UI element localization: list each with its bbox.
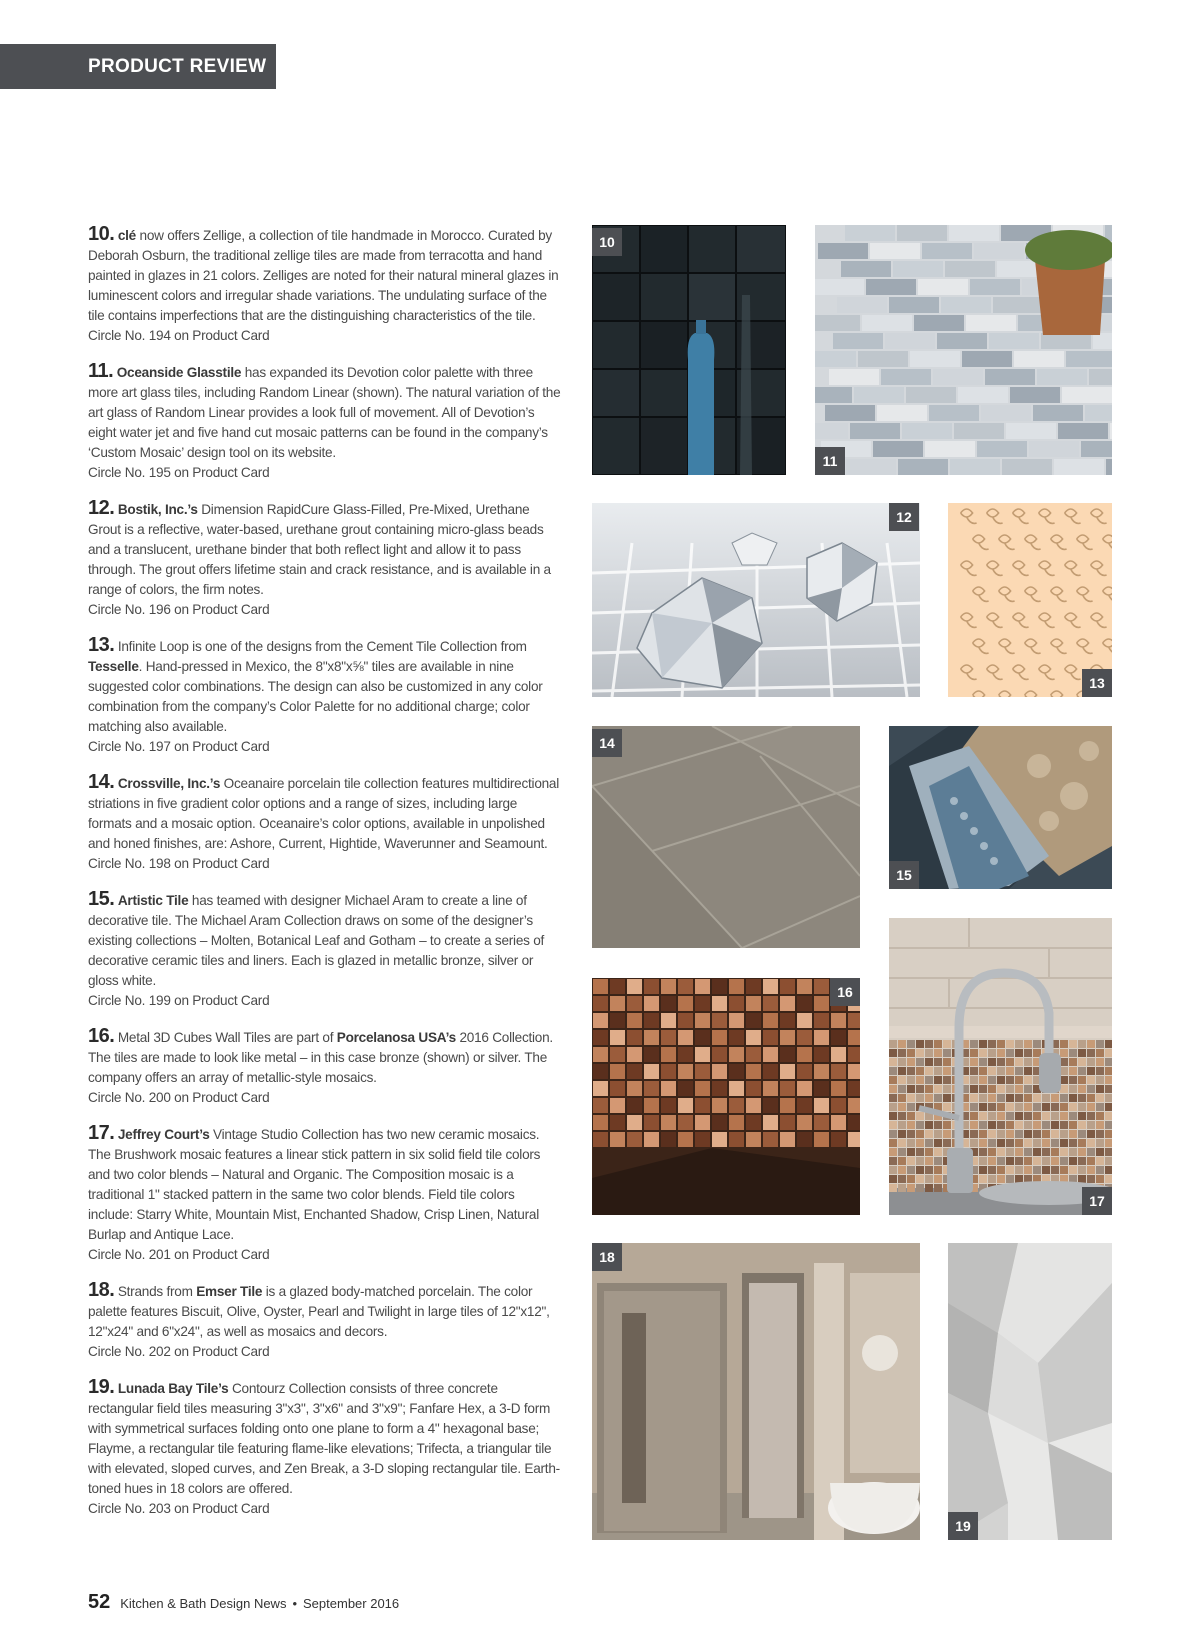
- photo-number-18: 18: [592, 1243, 622, 1271]
- item-number: 15.: [88, 888, 115, 910]
- brand-name: Porcelanosa USA’s: [336, 1030, 456, 1045]
- photo-number-19: 19: [948, 1512, 978, 1540]
- product-item: [88, 1377, 562, 1519]
- item-number: 14.: [88, 771, 115, 793]
- photo-number-12: 12: [889, 503, 919, 531]
- photo-glass-tile: [815, 225, 1112, 475]
- item-description: Metal 3D Cubes Wall Tiles are part of: [114, 1030, 337, 1045]
- publication-name: Kitchen & Bath Design News: [120, 1596, 287, 1611]
- photo-porcelain-tile: [592, 726, 860, 948]
- section-banner: [0, 44, 276, 89]
- photo-glass-grout: [592, 503, 920, 697]
- brand-name: Tesselle: [88, 659, 139, 674]
- item-description: is a glazed body-matched porcelain. The color palette features Biscuit, Olive, Oyster, Pearl and Twilight in large tiles of 12"x12", 12"x24" and 6"x24", as well as mosaics and decors.: [88, 1284, 550, 1339]
- brand-name: Oceanside Glasstile: [116, 365, 242, 380]
- brand-name: Bostik, Inc.’s: [117, 502, 198, 517]
- photo-number-13: 13: [1082, 669, 1112, 697]
- item-number: 11.: [88, 360, 114, 382]
- product-item: [88, 635, 562, 757]
- product-item: [88, 1026, 562, 1108]
- product-item: [88, 1280, 562, 1362]
- photo-number-14: 14: [592, 729, 622, 757]
- photo-number-16: 16: [830, 978, 860, 1006]
- section-label: PRODUCT REVIEW: [88, 56, 267, 77]
- photo-cement-tile: [948, 503, 1112, 697]
- item-number: 10.: [88, 223, 115, 245]
- photo-number-17: 17: [1082, 1187, 1112, 1215]
- item-description: Oceanaire porcelain tile collection features multidirectional striations in five gradient color options and a range of sizes, including large formats and a mosaic option. Oceanaire’s color options, available in unpolished and honed finishes, are: Ashore, Current, Hightide, Waverunner and Seamount.: [88, 776, 560, 851]
- item-description: now offers Zellige, a collection of tile handmade in Morocco. Curated by Deborah Osburn, the traditional zellige tiles are made from terracotta and hand painted in glazes in 21 colors. Zelliges are noted for their natural mineral glazes in luminescent colors and irregular shade variations. The undulating surface of the tile contains imperfections that are the distinguishing characteristics of the tile.: [88, 228, 559, 323]
- photo-zellige-tile: [592, 225, 786, 475]
- item-number: 18.: [88, 1279, 115, 1301]
- brand-name: Jeffrey Court’s: [117, 1127, 210, 1142]
- photo-metal-cubes: [592, 978, 860, 1215]
- reader-service-number: Circle No. 196 on Product Card: [88, 602, 270, 617]
- reader-service-number: Circle No. 197 on Product Card: [88, 739, 270, 754]
- brand-name: Crossville, Inc.’s: [117, 776, 221, 791]
- item-number: 17.: [88, 1122, 115, 1144]
- reader-service-number: Circle No. 199 on Product Card: [88, 993, 270, 1008]
- item-description: 2016 Collection. The tiles are made to look like metal – in this case bronze (shown) or silver. The company offers an array of metallic-style mosaics.: [88, 1030, 553, 1085]
- item-description: . Hand-pressed in Mexico, the 8"x8"x⅝" tiles are available in nine suggested color combinations. The design can also be customized in any color combination from the company’s Color Palette for no additional charge; color matching also available.: [88, 659, 543, 734]
- item-number: 19.: [88, 1376, 115, 1398]
- reader-service-number: Circle No. 200 on Product Card: [88, 1090, 270, 1105]
- brand-name: Lunada Bay Tile’s: [117, 1381, 229, 1396]
- issue-date: September 2016: [303, 1596, 400, 1611]
- reader-service-number: Circle No. 201 on Product Card: [88, 1247, 270, 1262]
- item-description: Contourz Collection consists of three concrete rectangular field tiles measuring 3"x3", 3"x6" and 3"x9"; Fanfare Hex, a 3-D form with symmetrical surfaces folding onto one plane to form a 4" hexagonal base; Flayme, a rectangular tile featuring flame-like elevations; Trifecta, a triangular tile with elevated, sloped curves, and Zen Break, a 3-D sloping rectangular tile. Earth-toned hues in 18 colors are offered.: [88, 1381, 560, 1496]
- page-number: 52: [88, 1591, 111, 1613]
- product-item: [88, 498, 562, 620]
- product-list: [88, 224, 562, 1534]
- photo-number-11: 11: [815, 447, 845, 475]
- photo-porcelain-bathroom: [592, 1243, 920, 1540]
- item-description: Vintage Studio Collection has two new ceramic mosaics. The Brushwork mosaic features a linear stick pattern in six solid field tile colors and two color blends – Natural and Organic. The Composition mosaic is a traditional 1" stacked pattern in the same two color blends. Field tile colors include: Starry White, Mountain Mist, Enchanted Shadow, Crisp Linen, Natural Burlap and Antique Lace.: [88, 1127, 541, 1242]
- product-item: [88, 224, 562, 346]
- photo-ceramic-mosaic: [889, 918, 1112, 1215]
- item-number: 13.: [88, 634, 115, 656]
- product-item: [88, 361, 562, 483]
- photo-number-15: 15: [889, 861, 919, 889]
- photo-number-10: 10: [592, 228, 622, 256]
- reader-service-number: Circle No. 202 on Product Card: [88, 1344, 270, 1359]
- item-number: 16.: [88, 1025, 115, 1047]
- photo-concrete-tile: [948, 1243, 1112, 1540]
- item-description: has expanded its Devotion color palette with three more art glass tiles, including Random Linear (shown). The natural variation of the art glass of Random Linear provides a look full of movement. All of Devotion’s eight water jet and five hand cut mosaic patterns can be found in the company’s ‘Custom Mosaic’ design tool on its website.: [88, 365, 561, 460]
- product-item: [88, 772, 562, 874]
- item-description: Dimension RapidCure Glass-Filled, Pre-Mixed, Urethane Grout is a reflective, water-based, urethane grout containing micro-glass beads and a translucent, urethane binder that both reflect light and allow it to pass through. The grout offers lifetime stain and crack resistance, and is available in a range of colors, the firm notes.: [88, 502, 551, 597]
- photo-decorative-tile: [889, 726, 1112, 889]
- footer-separator: •: [292, 1596, 298, 1611]
- brand-name: Artistic Tile: [117, 893, 189, 908]
- reader-service-number: Circle No. 198 on Product Card: [88, 856, 270, 871]
- item-description: Strands from: [114, 1284, 197, 1299]
- page-footer: [88, 1591, 399, 1614]
- brand-name: clé: [117, 228, 136, 243]
- reader-service-number: Circle No. 195 on Product Card: [88, 465, 270, 480]
- item-description: has teamed with designer Michael Aram to create a line of decorative tile. The Michael Aram Collection draws on some of the designer’s existing collections – Molten, Botanical Leaf and Gotham – to create a series of decorative ceramic tiles and liners. Each is glazed in metallic bronze, silver or gloss white.: [88, 893, 545, 988]
- product-item: [88, 889, 562, 1011]
- item-description: Infinite Loop is one of the designs from the Cement Tile Collection from: [114, 639, 527, 654]
- item-number: 12.: [88, 497, 115, 519]
- brand-name: Emser Tile: [196, 1284, 263, 1299]
- reader-service-number: Circle No. 203 on Product Card: [88, 1501, 270, 1516]
- reader-service-number: Circle No. 194 on Product Card: [88, 328, 270, 343]
- product-item: [88, 1123, 562, 1265]
